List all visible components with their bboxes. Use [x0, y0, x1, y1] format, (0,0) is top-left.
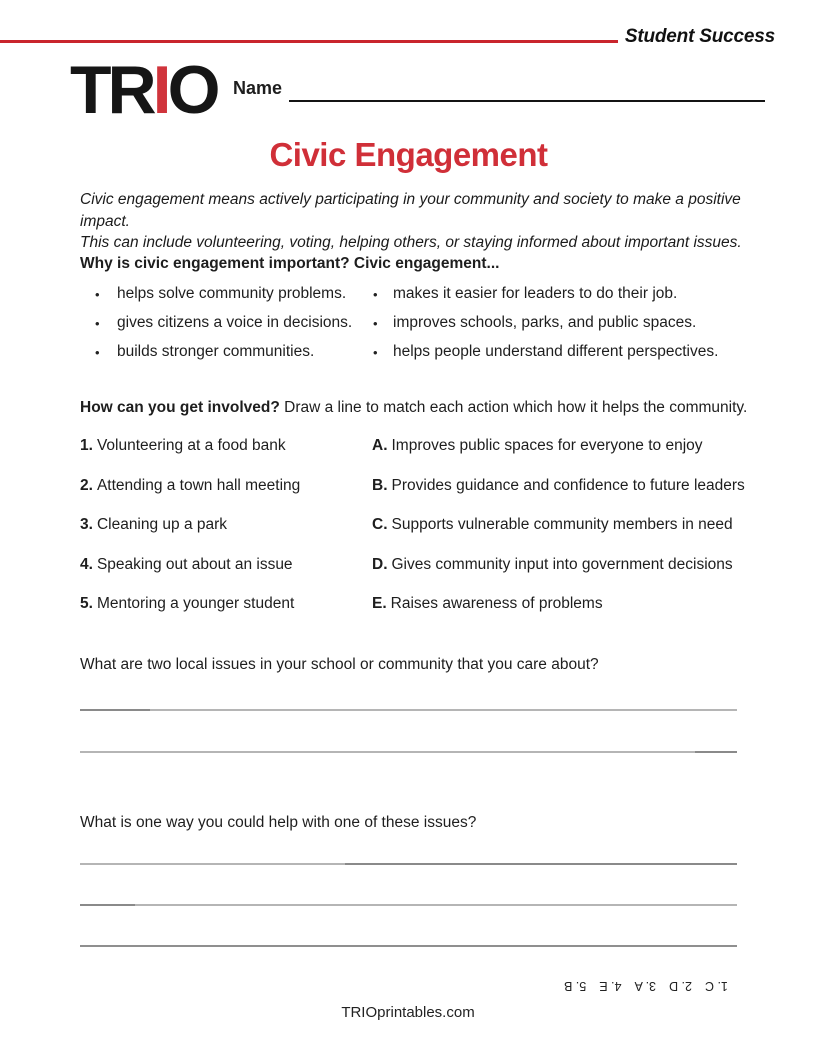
involve-heading [80, 399, 780, 417]
match-text: Mentoring a younger student [96, 595, 295, 612]
match-letter: C. [372, 516, 388, 533]
match-number: 1. [80, 437, 93, 454]
match-action-1[interactable] [80, 437, 372, 455]
bullet-text: gives citizens a voice in decisions. [117, 314, 353, 331]
match-action-5[interactable] [80, 595, 372, 613]
answer-key-item: 1. C [705, 979, 728, 993]
match-number: 5. [80, 595, 93, 612]
bullet-dot-icon: • [373, 315, 378, 331]
match-outcome-d[interactable] [372, 556, 780, 574]
bullet-item [373, 343, 770, 361]
involve-heading-bold: How can you get involved? [80, 399, 280, 416]
bullet-dot-icon: • [95, 344, 100, 360]
match-text: Cleaning up a park [96, 516, 228, 533]
name-field-line[interactable] [289, 100, 765, 102]
bullet-item [80, 343, 373, 361]
bullet-text: makes it easier for leaders to do their job. [393, 285, 678, 302]
answer-line[interactable] [80, 709, 737, 711]
match-letter: E. [372, 595, 387, 612]
match-action-2[interactable] [80, 477, 372, 495]
bullet-dot-icon: • [95, 286, 100, 302]
matching-exercise [80, 437, 780, 635]
bullet-item [80, 314, 373, 332]
trio-logo [70, 52, 217, 128]
answer-key [564, 979, 728, 993]
question-2: What is one way you could help with one of these issues? [80, 814, 477, 831]
bullet-text: builds stronger communities. [117, 343, 315, 360]
intro-line-2: This can include volunteering, voting, helping others, or staying informed about important issues. [80, 234, 742, 251]
answer-line[interactable] [80, 751, 737, 753]
match-outcome-e[interactable] [372, 595, 780, 613]
intro-line-1: Civic engagement means actively participating in your community and society to make a positive impact. [80, 191, 741, 230]
match-text: Supports vulnerable community members in need [391, 516, 733, 533]
match-text: Provides guidance and confidence to future leaders [391, 476, 745, 494]
match-action-4[interactable] [80, 556, 372, 574]
match-number: 4. [80, 555, 93, 573]
match-number: 2. [80, 476, 93, 494]
page-title: Civic Engagement [269, 136, 548, 173]
bullet-dot-icon: • [95, 315, 100, 331]
match-text: Improves public spaces for everyone to enjoy [391, 437, 703, 454]
answer-line[interactable] [80, 904, 737, 906]
bullet-item [373, 285, 770, 303]
match-text: Attending a town hall meeting [96, 476, 301, 494]
match-text: Gives community input into government decisions [391, 555, 733, 573]
intro-paragraph [80, 189, 748, 254]
bullet-dot-icon: • [373, 344, 378, 360]
match-text: Speaking out about an issue [96, 555, 293, 573]
footer-site-url: TRIOprintables.com [341, 1004, 475, 1021]
answer-key-item: 2. D [669, 979, 693, 993]
logo-o: O [167, 52, 217, 128]
bullet-item [373, 314, 770, 332]
why-heading: Why is civic engagement important? Civic engagement... [80, 255, 500, 272]
match-action-3[interactable] [80, 516, 372, 534]
match-outcome-a[interactable] [372, 437, 780, 455]
answer-key-item: 5. B [564, 979, 587, 993]
match-number: 3. [80, 516, 93, 533]
answer-line[interactable] [80, 945, 737, 947]
logo-tr: TR [70, 52, 153, 128]
name-label: Name [233, 78, 283, 98]
bullet-text: helps solve community problems. [117, 285, 347, 302]
bullet-item [80, 285, 373, 303]
match-outcome-b[interactable] [372, 477, 780, 495]
answer-key-item: 4. E [599, 979, 622, 993]
answer-key-item: 3. A [634, 979, 657, 993]
series-tagline: Student Success [624, 26, 775, 47]
bullet-text: helps people understand different perspectives. [393, 343, 719, 360]
match-letter: D. [372, 555, 388, 573]
match-letter: B. [372, 476, 388, 494]
header-red-rule [0, 40, 618, 43]
why-bullet-list [80, 285, 770, 372]
logo-red-i: I [152, 52, 168, 128]
match-text: Raises awareness of problems [390, 595, 603, 612]
match-letter: A. [372, 437, 388, 454]
question-1: What are two local issues in your school or community that you care about? [80, 656, 599, 673]
match-outcome-c[interactable] [372, 516, 780, 534]
match-text: Volunteering at a food bank [96, 437, 286, 454]
involve-heading-instructions: Draw a line to match each action which how it helps the community. [279, 399, 748, 416]
bullet-dot-icon: • [373, 286, 378, 302]
answer-line[interactable] [80, 863, 737, 865]
bullet-text: improves schools, parks, and public spaces. [393, 314, 697, 331]
